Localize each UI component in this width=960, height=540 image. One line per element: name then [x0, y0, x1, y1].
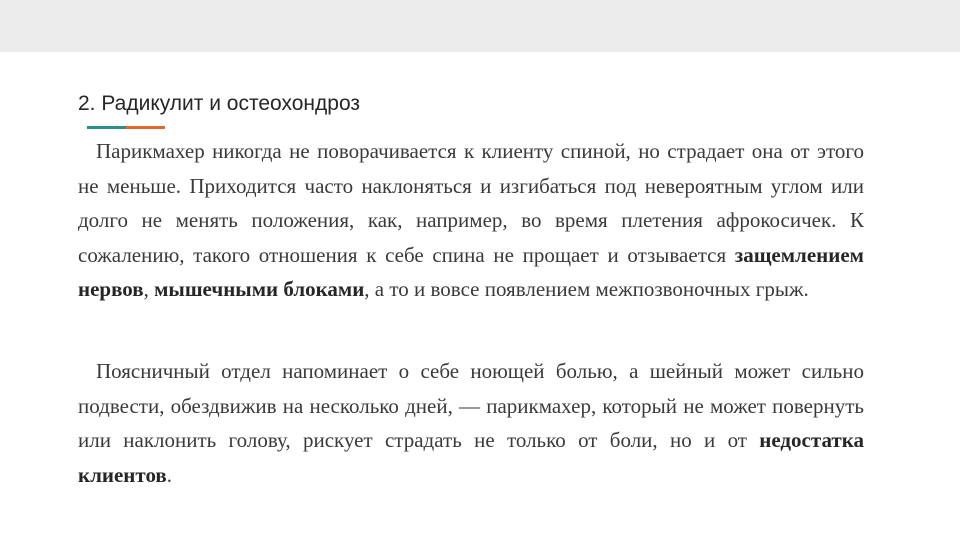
paragraph-text: , а то и вовсе появлением межпозвоночных грыж. — [364, 277, 809, 301]
title-accent-orange — [126, 126, 165, 129]
paragraph-text: Поясничный отдел напоминает о себе ноющей болью, а шейный может сильно подвести, обездвижив на несколько дней, — парикмахер, который не может повернуть или наклонить голову, рискует страдать не только от боли, но и от — [78, 359, 864, 452]
paragraph-text: Парикмахер никогда не поворачивается к клиенту спиной, но страдает она от этого не меньше. Приходится часто наклоняться и изгибаться под невероятным углом или долго не менять положения, как, например, во время плетения афрокосичек. К сожалению, такого отношения к себе спина не прощает и отзывается — [78, 139, 864, 267]
top-band — [0, 0, 960, 52]
bold-phrase: мышечными блоками — [154, 277, 365, 301]
bold-phrase: защемлением нервов — [78, 242, 864, 301]
title-accent-teal — [87, 126, 126, 129]
paragraph-text: , — [143, 277, 155, 301]
slide-title: 2. Радикулит и остеохондроз — [78, 92, 361, 115]
body-paragraph-2 — [78, 354, 864, 492]
paragraph-text: . — [166, 462, 173, 487]
bold-phrase: недостатка клиентов — [78, 428, 864, 487]
body-paragraph-1 — [78, 134, 864, 307]
